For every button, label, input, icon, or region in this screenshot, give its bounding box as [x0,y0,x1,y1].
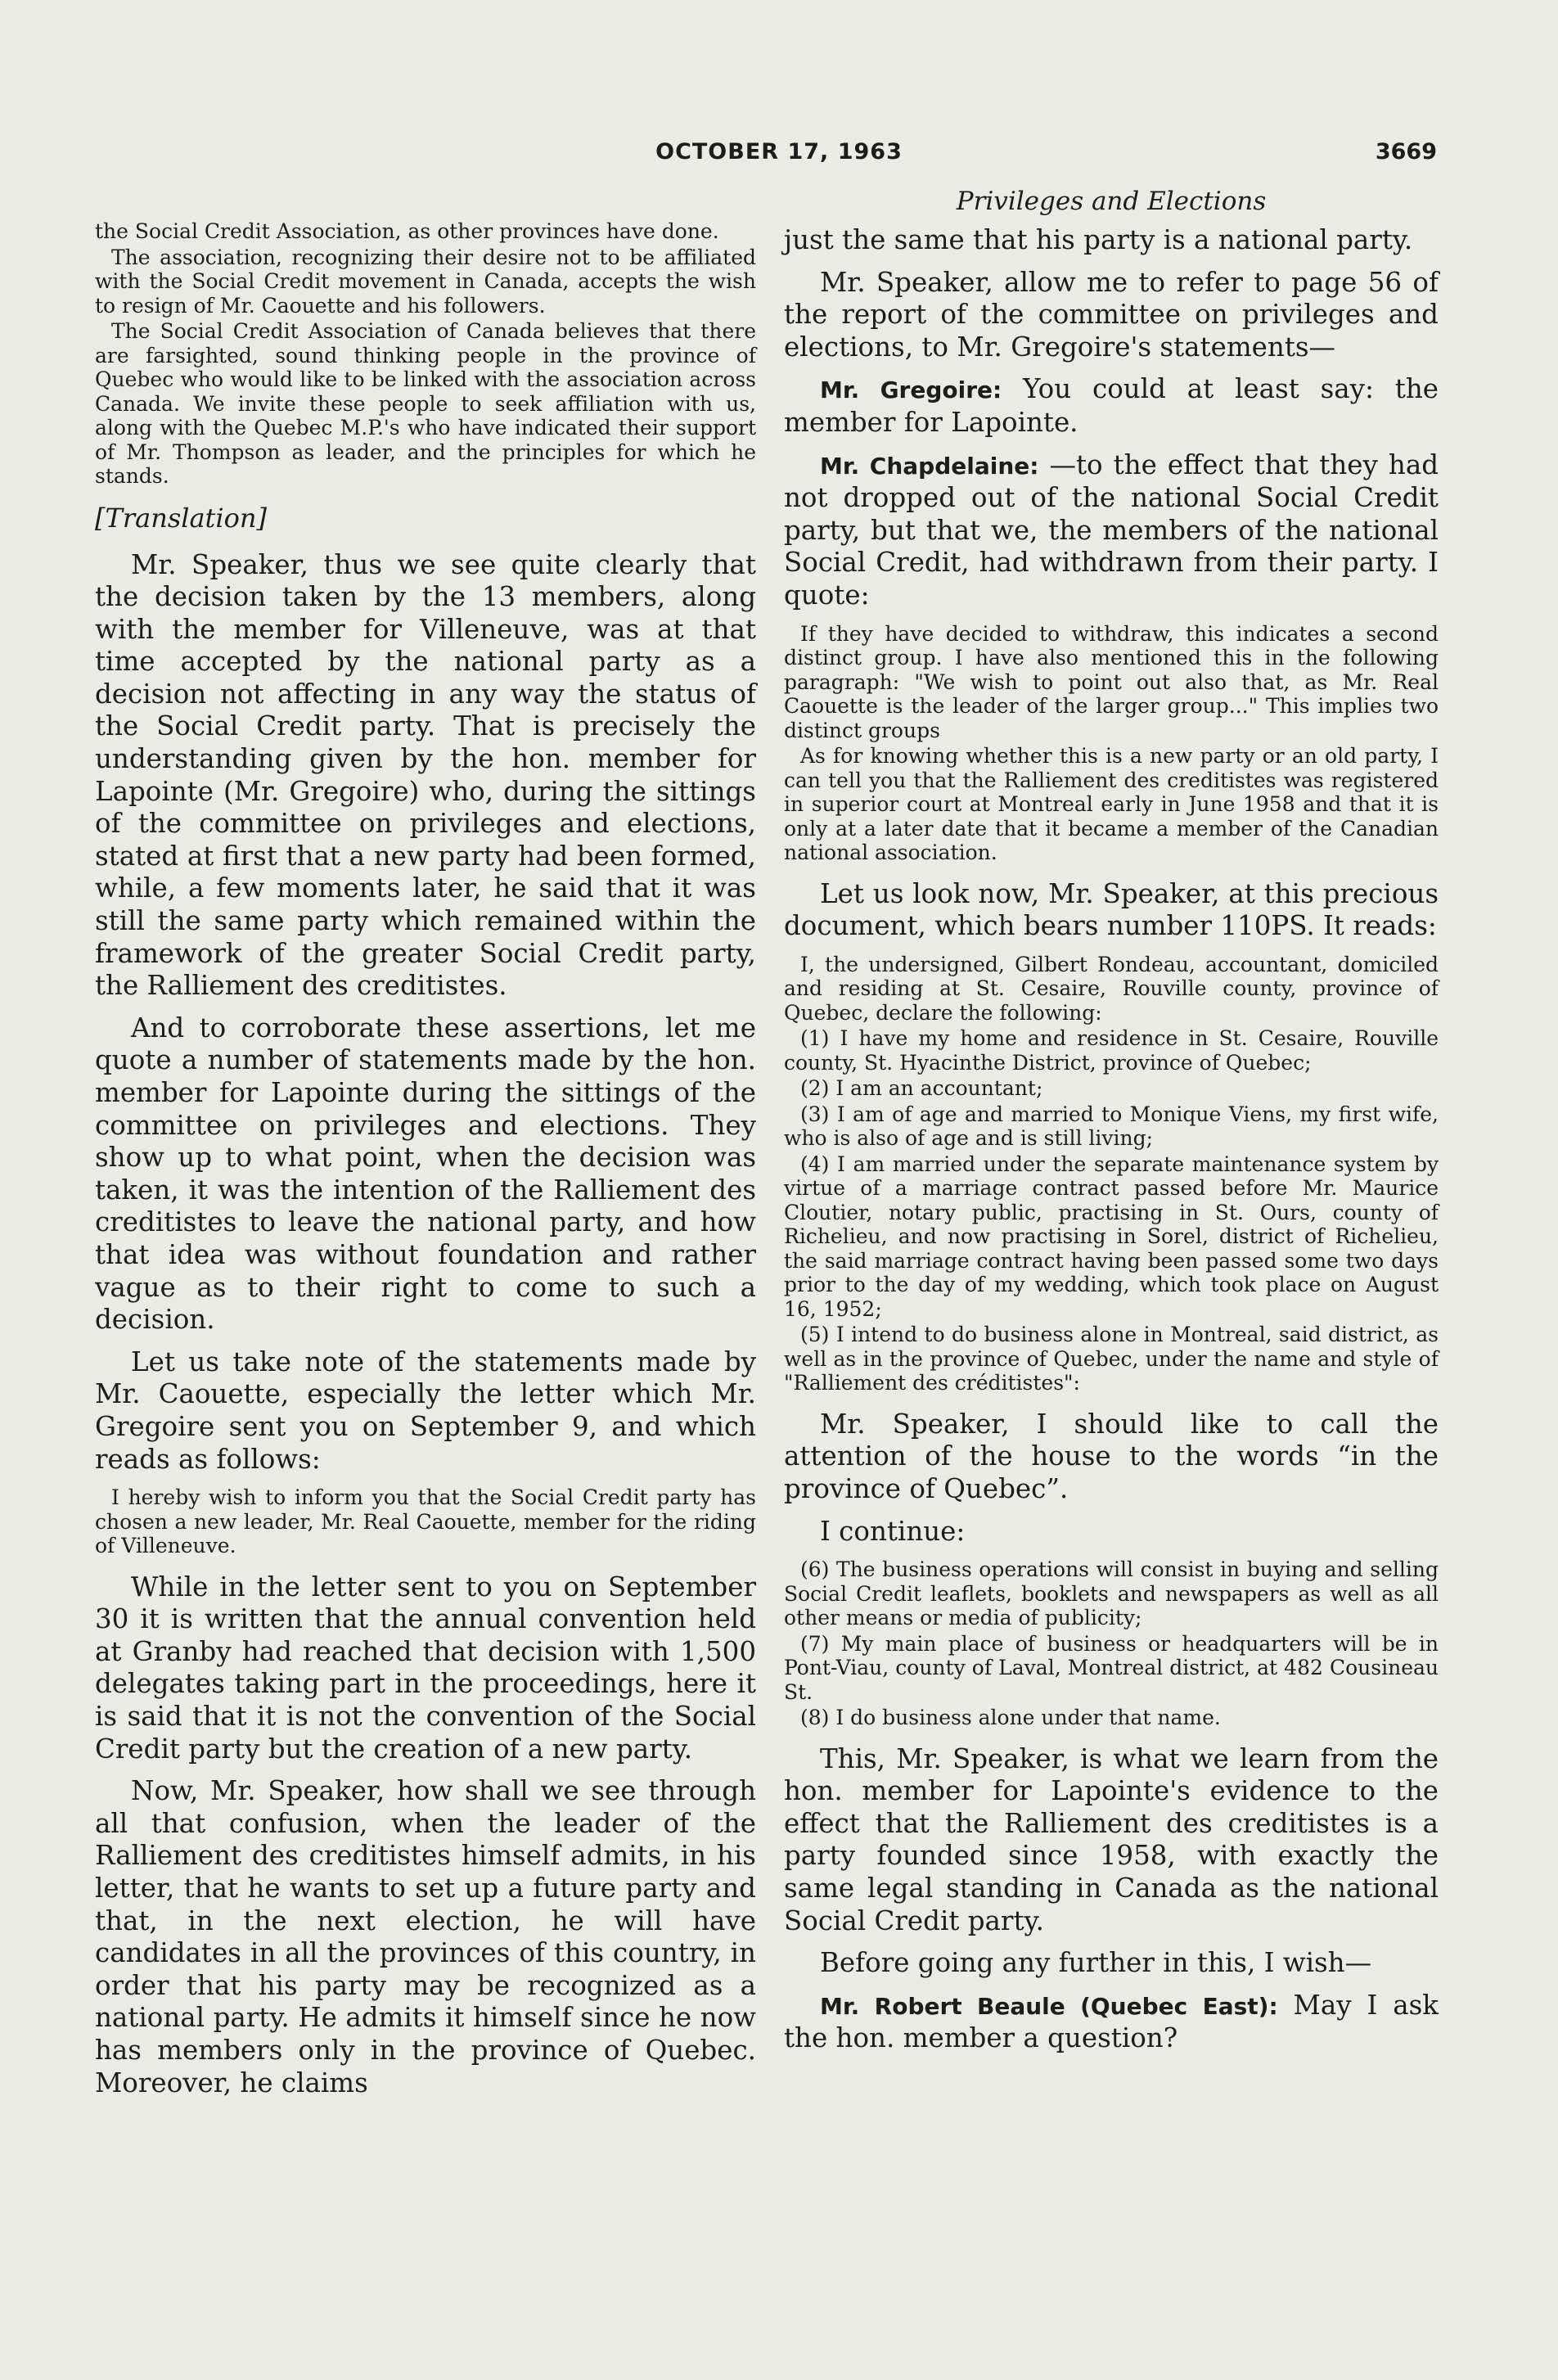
quote-paragraph: (7) My main place of business or headquarters will be in Pont-Viau, county of Laval, Montreal district, at 482 Cousineau St. [784,1631,1439,1704]
quote-paragraph: (2) I am an accountant; [800,1076,1043,1101]
speech-text: May I ask the hon. member a question? [784,1989,1439,2054]
body-paragraph: Before going any further in this, I wish— [820,1947,1372,1979]
speech-text: You could at least say: the member for Lapointe. [784,373,1439,438]
translation-label: [Translation] [95,502,267,534]
body-paragraph: Let us take note of the statements made by Mr. Caouette, especially the letter which Mr. Gregoire sent you on September 9, and which reads as follows: [95,1346,756,1475]
quote-paragraph: (4) I am married under the separate maintenance system by virtue of a marriage contract passed before Mr. Maurice Cloutier, notary public, practising in St. Ours, county of Richelieu, and now practising in Sorel, district of Richelieu, the said marriage contract having been passed some two days prior to the day of my wedding, which took place on August 16, 1952; [784,1152,1439,1321]
quote-paragraph: (8) I do business alone under that name. [800,1706,1221,1730]
page-number: 3669 [1375,139,1437,165]
quote-paragraph: The association, recognizing their desire not to be affiliated with the Social Credit movement in Canada, accepts the wish to resign of Mr. Caouette and his followers. [95,245,756,318]
quote-paragraph: (5) I intend to do business alone in Montreal, said district, as well as in the province of Quebec, under the name and style of "Ralliement des créditistes": [784,1323,1439,1395]
page-date: OCTOBER 17, 1963 [655,139,903,165]
speaker-paragraph [784,1990,1439,2055]
right-column [784,185,1439,2065]
speaker-paragraph [784,449,1439,612]
body-paragraph: This, Mr. Speaker, is what we learn from the hon. member for Lapointe's evidence to the effect that the Ralliement des creditistes is a party founded since 1958, with exactly the same legal standing in Canada as the national Social Credit party. [784,1742,1439,1936]
speech-text: —to the effect that they had not dropped out of the national Social Credit party, but that we, the members of the national Social Credit, had withdrawn from their party. I quote: [784,449,1439,611]
body-paragraph: Mr. Speaker, allow me to refer to page 56 of the report of the committee on privileges and elections, to Mr. Gregoire's statements— [784,266,1439,363]
body-paragraph: Let us look now, Mr. Speaker, at this precious document, which bears number 110PS. It reads: [784,877,1439,942]
running-head: Privileges and Elections [956,187,1267,216]
quote-paragraph: I, the undersigned, Gilbert Rondeau, accountant, domiciled and residing at St. Cesaire, Rouville county, province of Quebec, declare the following: [784,952,1439,1025]
body-paragraph: just the same that his party is a national party. [784,224,1413,255]
quote-paragraph: If they have decided to withdraw, this indicates a second distinct group. I have also mentioned this in the following paragraph: "We wish to point out also that, as Mr. Real Caouette is the leader of the larger group..." This implies two distinct groups [784,621,1439,742]
quote-paragraph: (6) The business operations will consist in buying and selling Social Credit leaflets, booklets and newspapers as well as all other means or media of publicity; [784,1557,1439,1630]
quote-paragraph: As for knowing whether this is a new party or an old party, I can tell you that the Ralliement des creditistes was registered in superior court at Montreal early in June 1958 and that it is only at a later date that it became a member of the Canadian national association. [784,744,1439,865]
quote-paragraph: (1) I have my home and residence in St. Cesaire, Rouville county, St. Hyacinthe District, province of Quebec; [784,1026,1439,1075]
body-paragraph: I continue: [820,1515,966,1547]
quote-paragraph: I hereby wish to inform you that the Social Credit party has chosen a new leader, Mr. Real Caouette, member for the riding of Villeneuve. [95,1485,756,1558]
speaker-name: Mr. Robert Beaule (Quebec East): [820,1992,1278,2020]
quote-paragraph: the Social Credit Association, as other provinces have done. [95,219,719,243]
body-paragraph: While in the letter sent to you on September 30 it is written that the annual convention held at Granby had reached that decision with 1,500 delegates taking part in the proceedings, here it is said that it is not the convention of the Social Credit party but the creation of a new party. [95,1571,756,1765]
page-header [0,139,1558,180]
body-paragraph: And to corroborate these assertions, let me quote a number of statements made by the hon. member for Lapointe during the sittings of the committee on privileges and elections. They show up to what point, when the decision was taken, it was the intention of the Ralliement des creditistes to leave the national party, and how that idea was without foundation and rather vague as to their right to come to such a decision. [95,1012,756,1336]
speaker-name: Mr. Chapdelaine: [820,452,1039,480]
speaker-name: Mr. Gregoire: [820,376,1002,404]
body-paragraph: Now, Mr. Speaker, how shall we see through all that confusion, when the leader of the Ralliement des creditistes himself admits, in his letter, that he wants to set up a future party and that, in the next election, he will have candidates in all the provinces of this country, in order that his party may be recognized as a national party. He admits it himself since he now has members only in the province of Quebec. Moreover, he claims [95,1775,756,2098]
quote-paragraph: The Social Credit Association of Canada believes that there are farsighted, sound thinking people in the province of Quebec who would like to be linked with the association across Canada. We invite these people to seek affiliation with us, along with the Quebec M.P.'s who have indicated their support of Mr. Thompson as leader, and the principles for which he stands. [95,319,756,488]
body-paragraph: Mr. Speaker, thus we see quite clearly that the decision taken by the 13 members, along with the member for Villeneuve, was at that time accepted by the national party as a decision not affecting in any way the status of the Social Credit party. That is precisely the understanding given by the hon. member for Lapointe (Mr. Gregoire) who, during the sittings of the committee on privileges and elections, stated at first that a new party had been formed, while, a few moments later, he said that it was still the same party which remained within the framework of the greater Social Credit party, the Ralliement des creditistes. [95,548,756,1002]
speaker-paragraph [784,373,1439,439]
left-column [95,219,756,2109]
body-paragraph: Mr. Speaker, I should like to call the attention of the house to the words “in the province of Quebec”. [784,1408,1439,1504]
quote-paragraph: (3) I am of age and married to Monique Viens, my first wife, who is also of age and is still living; [784,1102,1439,1151]
